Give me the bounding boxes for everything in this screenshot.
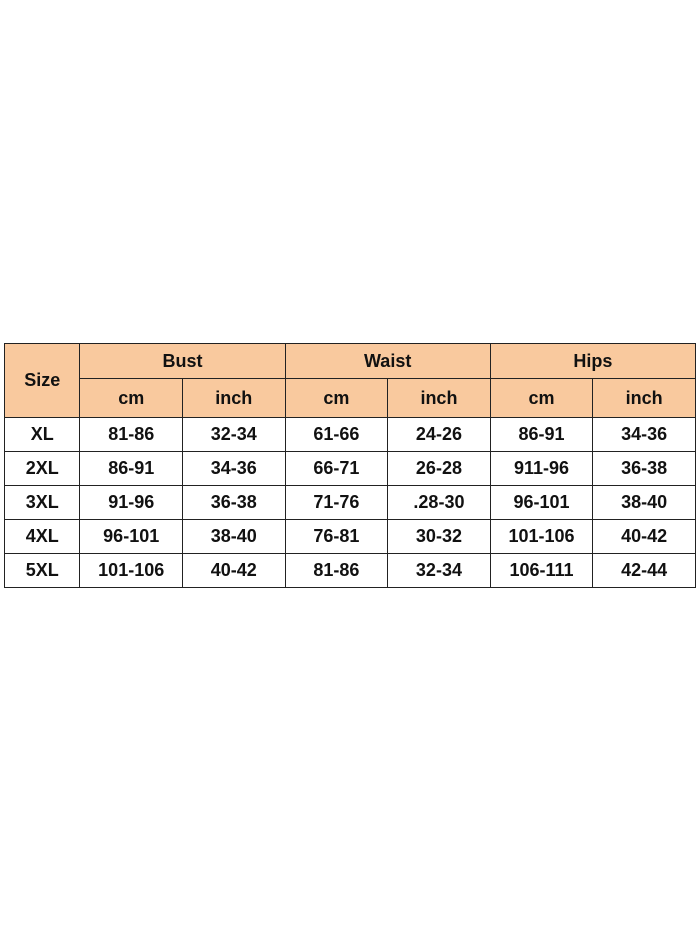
bust-cm-cell: 81-86: [80, 418, 183, 452]
waist-cm-cell: 76-81: [285, 520, 388, 554]
waist-cm-cell: 66-71: [285, 452, 388, 486]
header-unit-row: [5, 379, 696, 418]
waist-cm-cell: 61-66: [285, 418, 388, 452]
size-cell: 4XL: [5, 520, 80, 554]
bust-cm-header: cm: [80, 379, 183, 418]
bust-cm-cell: 86-91: [80, 452, 183, 486]
waist-inch-cell: .28-30: [388, 486, 491, 520]
bust-cm-cell: 101-106: [80, 554, 183, 588]
waist-cm-cell: 71-76: [285, 486, 388, 520]
waist-inch-cell: 24-26: [388, 418, 491, 452]
table-row: [5, 554, 696, 588]
waist-cm-header: cm: [285, 379, 388, 418]
size-cell: 5XL: [5, 554, 80, 588]
bust-inch-cell: 40-42: [183, 554, 286, 588]
size-column-header: Size: [5, 344, 80, 418]
bust-group-header: Bust: [80, 344, 285, 379]
size-cell: XL: [5, 418, 80, 452]
bust-inch-header: inch: [183, 379, 286, 418]
bust-inch-cell: 38-40: [183, 520, 286, 554]
table-row: [5, 520, 696, 554]
hips-inch-cell: 34-36: [593, 418, 696, 452]
hips-cm-cell: 86-91: [490, 418, 593, 452]
size-cell: 3XL: [5, 486, 80, 520]
waist-inch-cell: 32-34: [388, 554, 491, 588]
size-chart-header: [5, 344, 696, 418]
waist-group-header: Waist: [285, 344, 490, 379]
waist-inch-header: inch: [388, 379, 491, 418]
size-chart-table: [4, 343, 696, 588]
hips-cm-cell: 96-101: [490, 486, 593, 520]
bust-inch-cell: 36-38: [183, 486, 286, 520]
bust-inch-cell: 32-34: [183, 418, 286, 452]
hips-inch-cell: 36-38: [593, 452, 696, 486]
hips-inch-header: inch: [593, 379, 696, 418]
hips-group-header: Hips: [490, 344, 695, 379]
waist-inch-cell: 26-28: [388, 452, 491, 486]
table-row: [5, 452, 696, 486]
bust-inch-cell: 34-36: [183, 452, 286, 486]
header-group-row: [5, 344, 696, 379]
hips-inch-cell: 40-42: [593, 520, 696, 554]
hips-cm-header: cm: [490, 379, 593, 418]
table-row: [5, 418, 696, 452]
hips-cm-cell: 911-96: [490, 452, 593, 486]
size-chart-body: [5, 418, 696, 588]
hips-cm-cell: 101-106: [490, 520, 593, 554]
table-row: [5, 486, 696, 520]
hips-inch-cell: 38-40: [593, 486, 696, 520]
bust-cm-cell: 96-101: [80, 520, 183, 554]
hips-inch-cell: 42-44: [593, 554, 696, 588]
hips-cm-cell: 106-111: [490, 554, 593, 588]
size-cell: 2XL: [5, 452, 80, 486]
bust-cm-cell: 91-96: [80, 486, 183, 520]
waist-cm-cell: 81-86: [285, 554, 388, 588]
waist-inch-cell: 30-32: [388, 520, 491, 554]
